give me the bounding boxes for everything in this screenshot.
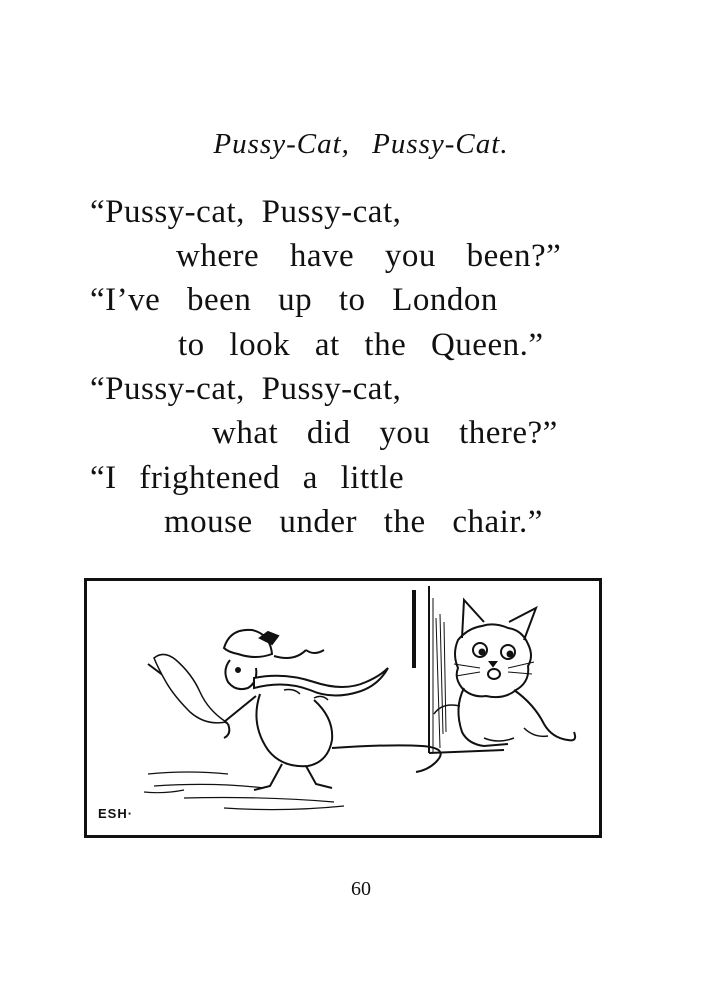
verse-line: where have you been?” — [176, 238, 562, 274]
poem-title: Pussy-Cat, Pussy-Cat. — [213, 128, 509, 160]
illustration-drawing — [84, 578, 602, 838]
illustration-mouse-and-cat — [84, 578, 602, 838]
illustration-frame — [86, 580, 601, 837]
illustrator-signature: ESH· — [98, 806, 134, 821]
verse-line: “Pussy-cat, Pussy-cat, — [90, 371, 402, 407]
verse-line: what did you there?” — [212, 415, 558, 451]
verse-line: to look at the Queen.” — [178, 327, 544, 363]
page-number: 60 — [351, 878, 371, 900]
verse-line: mouse under the chair.” — [164, 504, 543, 540]
verse-line: “I’ve been up to London — [90, 282, 498, 318]
verse-line: “Pussy-cat, Pussy-cat, — [90, 194, 402, 230]
verse-line: “I frightened a little — [90, 460, 405, 496]
